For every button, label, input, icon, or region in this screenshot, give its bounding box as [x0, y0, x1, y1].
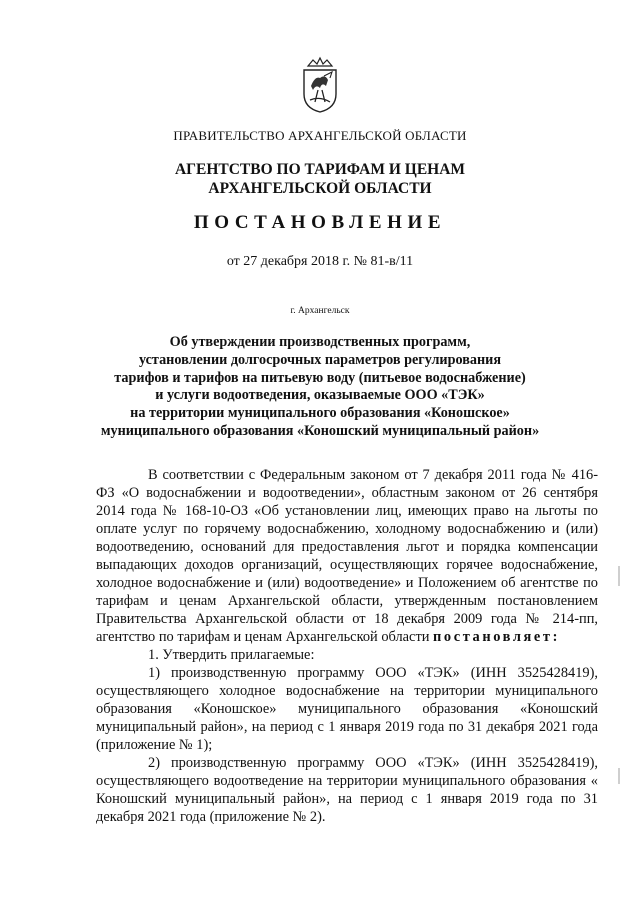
scan-edge-mark [618, 768, 620, 784]
title-line: на территории муниципального образования «Коношское» [130, 405, 510, 422]
agency-name [0, 160, 640, 198]
title-line: и услуги водоотведения, оказываемые ООО «ТЭК» [155, 387, 485, 404]
title-line: установлении долгосрочных параметров регулирования [138, 351, 502, 368]
document-title [0, 334, 640, 441]
preamble-text: В соответствии с Федеральным законом от 7 декабря 2011 года № 416-ФЗ «О водоснабжении и водоотведении», областным законом от 26 сентября 2014 года № 168-10-ОЗ «Об установлении лиц, имеющих право на льготы по оплате услуг по горячему водоснабжению, холодному водоснабжению и (или) водоотведению, оснований для предоставления льгот и порядка компенсации выпадающих доходов организаций, осуществляющих горячее водоснабжение, холодное водоснабжение и (или) водоотведение» и Положением об агентстве по тарифам и ценам Архангельской области, утвержденным постановлением Правительства Архангельской области от 18 декабря 2009 года № 214-пп, агентство по тарифам и ценам Архангельской области [96, 467, 598, 645]
document-body [96, 466, 598, 826]
item-1-1: 1) производственную программу ООО «ТЭК» (ИНН 3525428419), осуществляющего холодное водоснабжение на территории муниципального образования «Коношское» муниципального образования «Коношский муниципальный район», на период с 1 января 2019 года по 31 декабря 2021 года (приложение № 1); [96, 665, 598, 753]
coat-of-arms-icon [300, 56, 340, 114]
document-type: ПОСТАНОВЛЕНИЕ [193, 212, 447, 233]
document-city: г. Архангельск [290, 306, 350, 316]
government-name: ПРАВИТЕЛЬСТВО АРХАНГЕЛЬСКОЙ ОБЛАСТИ [173, 128, 467, 143]
scan-edge-mark [618, 566, 620, 586]
title-line: муниципального образования «Коношский муниципальный район» [100, 422, 540, 439]
preamble-paragraph [96, 466, 598, 646]
item-1: 1. Утвердить прилагаемые: [148, 647, 315, 663]
title-line: тарифов и тарифов на питьевую воду (питьевое водоснабжение) [114, 369, 526, 386]
agency-name-line: АГЕНТСТВО ПО ТАРИФАМ И ЦЕНАМ [174, 161, 466, 178]
resolution-word: постановляет: [433, 629, 560, 645]
document-date-number: от 27 декабря 2018 г. № 81-в/11 [226, 254, 414, 269]
agency-name-line: АРХАНГЕЛЬСКОЙ ОБЛАСТИ [208, 180, 432, 197]
title-line: Об утверждении производственных программ, [169, 334, 471, 350]
item-1-2: 2) производственную программу ООО «ТЭК» (ИНН 3525428419), осуществляющего водоотведение на территории муниципального образования « Коношский муниципальный район», на период с 1 января 2019 года по 31 декабря 2021 года (приложение № 2). [96, 755, 598, 825]
